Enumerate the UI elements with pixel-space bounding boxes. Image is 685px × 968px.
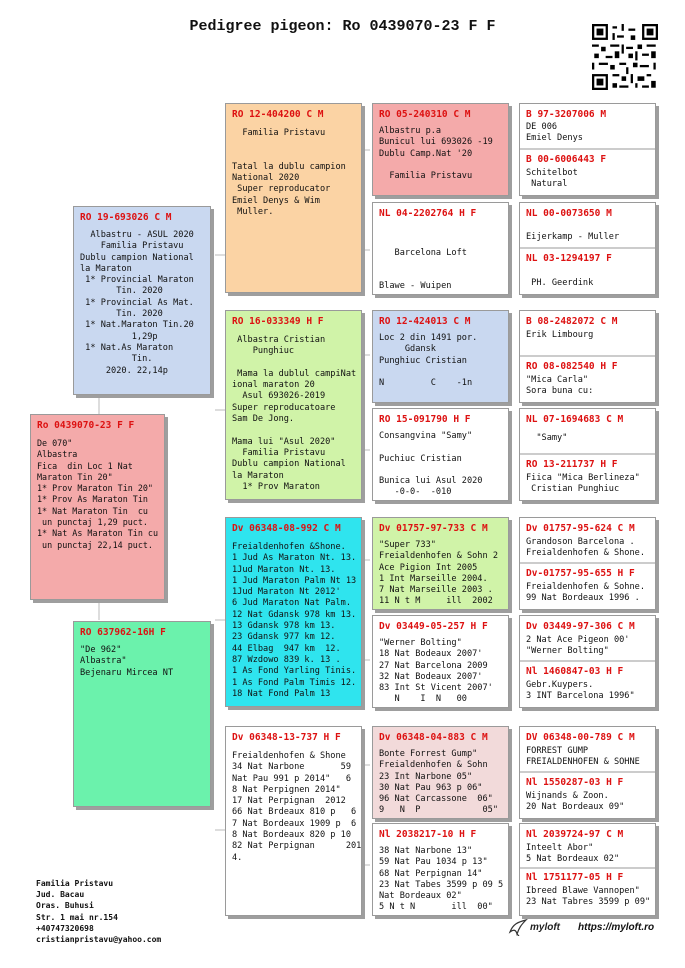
card-text: Wijnands & Zoon. 20 Nat Bordeaux 09" <box>526 791 625 813</box>
ring-number: Nl 2038217-10 H F <box>379 829 477 840</box>
card-text: "Samy" <box>536 433 568 444</box>
ring-number: Ro 0439070-23 F F <box>37 420 135 431</box>
card-text: Albastra Cristian Punghiuc Mama la dublul campiNat ional maraton 20 Asul 693026-2019 Super reproducatoare Sam De Jong. Mama lui "Asul 2020" Familia Pristavu Dublu campion National la Maraton 1* Prov Maraton <box>232 335 357 492</box>
ring-number: Dv 03449-05-257 H F <box>379 621 488 632</box>
card-text: Albastru p.a Bunicul lui 693026 -19 Dublu Camp.Nat '20 Familia Pristavu <box>379 126 493 182</box>
card-text: De 070" Albastra Fica din Loc 1 Nat Maraton Tin 20" 1* Prov Maraton Tin 20" 1* Prov As Maraton Tin 1* Nat Maraton Tin cu un punctaj 1,29 puct. 1* Nat As Maraton Tin cu un punctaj 22,14 puct. <box>37 438 159 550</box>
owner-contact: Familia Pristavu Jud. Bacau Oras. Buhusi Str. 1 mai nr.154 +40747320698 cristianpristavu@yahoo.com <box>36 879 162 945</box>
ring-number: Dv 06348-13-737 H F <box>232 732 341 743</box>
card-text: Fiica "Mica Berlineza" Cristian Punghiuc <box>526 473 640 495</box>
ring-number: B 97-3207006 M <box>526 109 607 120</box>
ring-number: Nl 1751177-05 H F <box>526 872 624 883</box>
ring-number: RO 12-404200 C M <box>232 109 324 120</box>
ring-number: B 00-6006443 F <box>526 154 607 165</box>
card-text: 38 Nat Narbone 13" 59 Nat Pau 1034 p 13" 68 Nat Perpignan 14" 23 Nat Tabes 3599 p 09 5 Nat Bordeaux 02" 5 N t N ill 00" <box>379 846 504 913</box>
card-text: Freialdenhofen & Sohne. 99 Nat Bordeaux 1996 . <box>526 582 645 604</box>
card-text: Freialdenhofen &Shone. 1 Jud As Maraton Nt. 13. 1Jud Maraton Nt. 13. 1 Jud Maraton Palm Nt 13 1Jud Maraton Nt 2012' 6 Jud Maraton Nat Palm. 12 Nat Gdansk 978 km 13. 13 Gdansk 978 km 13. 23 Gdansk 977 km 12. 44 Elbag 947 km 12. 87 Wzdowo 839 k. 13 . 1 As Fond Yarling Tinis. 1 As Fond Palm Timis 12. 18 Nat Fond Palm 13 <box>232 542 357 699</box>
card-text: Bonte Forrest Gump" Freialdenhofen & Sohn 23 Int Narbone 05" 30 Nat Pau 963 p 06" 96 Nat Carcassone 06" 9 N P 05" <box>379 749 498 816</box>
ring-number: RO 05-240310 C M <box>379 109 471 120</box>
ring-number: Dv 01757-97-733 C M <box>379 523 488 534</box>
website-link[interactable]: https://myloft.ro <box>578 922 655 933</box>
ring-number: NL 03-1294197 F <box>526 253 612 264</box>
ring-number: Dv 06348-08-992 C M <box>232 523 341 534</box>
ring-number: DV 06348-00-789 C M <box>526 732 635 743</box>
ring-number: RO 12-424013 C M <box>379 316 471 327</box>
card-text: Loc 2 din 1491 por. Gdansk Punghiuc Cristian N C -1n <box>379 333 478 389</box>
ring-number: Nl 1460847-03 H F <box>526 666 624 677</box>
ring-number: Dv 03449-97-306 C M <box>526 621 635 632</box>
ring-number: RO 19-693026 C M <box>80 212 172 223</box>
card-text: DE 006 Emiel Denys <box>526 122 583 144</box>
brand-name: myloft <box>530 922 560 933</box>
card-text: FORREST GUMP FREIALDENHOFEN & SOHNE <box>526 746 640 768</box>
pigeon-logo-icon <box>508 918 528 936</box>
card-text: Gebr.Kuypers. 3 INT Barcelona 1996" <box>526 680 635 702</box>
ring-number: RO 637962-16H F <box>80 627 166 638</box>
ring-number: Dv-01757-95-655 H F <box>526 568 635 579</box>
card-text: "Mica Carla" Sora buna cu: <box>526 375 594 397</box>
card-text: Eijerkamp - Muller <box>526 232 620 243</box>
ring-number: RO 16-033349 H F <box>232 316 324 327</box>
ring-number: Nl 1550287-03 H F <box>526 777 624 788</box>
card-text: "De 962" Albastra" Bejenaru Mircea NT <box>80 645 174 678</box>
card-text: "Super 733" Freialdenhofen & Sohn 2 Ace Pigion Int 2005 1 Int Marseille 2004. 7 Nat Marseille 2003 . 11 N t M ill 2002 <box>379 540 498 607</box>
card-text: Ibreed Blawe Vannopen" 23 Nat Tabres 3599 p 09" <box>526 886 651 908</box>
card-text: Inteelt Abor" 5 Nat Bordeaux 02" <box>526 843 620 865</box>
card-text: Consangvina "Samy" Puchiuc Cristian Bunica lui Asul 2020 -0-0- -010 <box>379 431 483 498</box>
card-text: Schitelbot Natural <box>526 168 578 190</box>
ring-number: Dv 06348-04-883 C M <box>379 732 488 743</box>
card-text: Familia Pristavu Tatal la dublu campion National 2020 Super reproducator Emiel Denys & Wim Muller. <box>232 128 346 218</box>
card-text: Freialdenhofen & Shone 34 Nat Narbone 59 Nat Pau 991 p 2014" 6 8 Nat Perpignen 2014" 17 Nat Perpignan 2012 66 Nat Brdeaux 810 p 6 7 Nat Bordeaux 1909 p 6 8 Nat Bordeaux 820 p 10 82 Nat Perpignan 201 4. <box>232 751 362 863</box>
ring-number: RO 08-082540 H F <box>526 361 618 372</box>
ring-number: NL 00-0073650 M <box>526 208 612 219</box>
card-text: PH. Geerdink <box>531 278 594 289</box>
ring-number: NL 04-2202764 H F <box>379 208 477 219</box>
ring-number: RO 15-091790 H F <box>379 414 471 425</box>
card-text: "Werner Bolting" 18 Nat Bodeaux 2007' 27 Nat Barcelona 2009 32 Nat Bodeaux 2007' 83 Int St Vicent 2007' N I N 00 <box>379 638 493 705</box>
ring-number: Nl 2039724-97 C M <box>526 829 624 840</box>
card-text: Grandoson Barcelona . Freialdenhofen & Shone. <box>526 537 645 559</box>
card-text: 2 Nat Ace Pigeon 00' "Werner Bolting" <box>526 635 630 657</box>
ring-number: RO 13-211737 H F <box>526 459 618 470</box>
page-title: Pedigree pigeon: Ro 0439070-23 F F <box>189 18 496 35</box>
ring-number: Dv 01757-95-624 C M <box>526 523 635 534</box>
card-text: Erik Limbourg <box>526 330 594 340</box>
card-text: Barcelona Loft Blawe - Wuipen <box>379 247 467 292</box>
card-text: Albastru - ASUL 2020 Familia Pristavu Dublu campion National la Maraton 1* Provincial Maraton Tin. 2020 1* Provincial As Mat. Tin. 2020 1* Nat.Maraton Tin.20 1,29p 1* Nat.As Maraton Tin. 2020. 22,14p <box>80 230 194 376</box>
ring-number: B 08-2482072 C M <box>526 316 618 327</box>
ring-number: NL 07-1694683 C M <box>526 414 624 425</box>
